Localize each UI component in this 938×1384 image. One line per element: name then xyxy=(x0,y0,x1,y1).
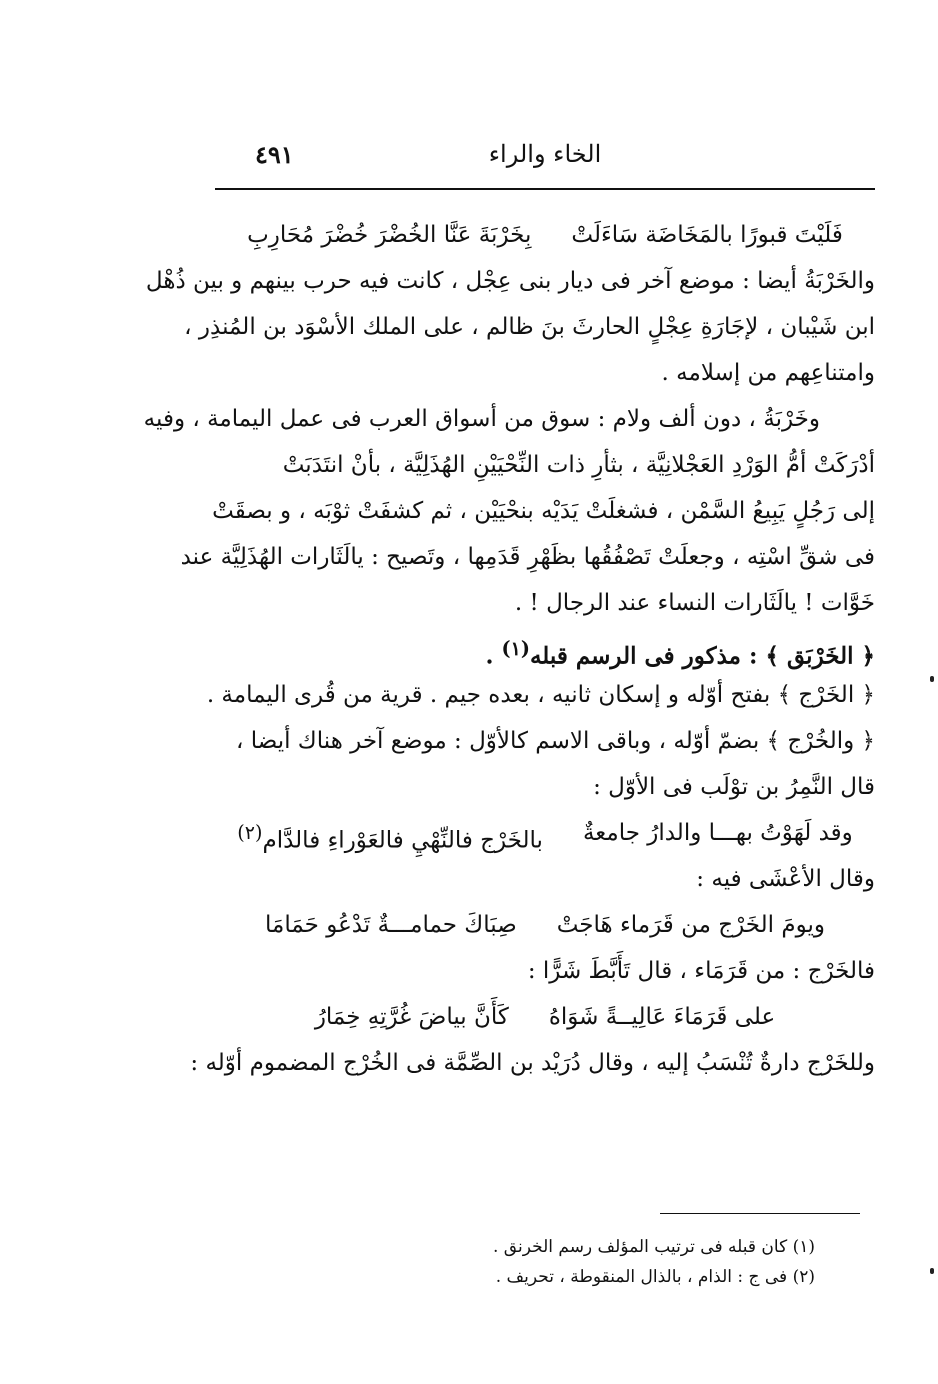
entry-kharbaq-text: ﴿ الخَرْبَق ﴾ : مذكور فى الرسم قبله xyxy=(529,642,875,670)
footnote-1: (١) كان قبله فى ترتيب المؤلف رسم الخرنق . xyxy=(493,1237,815,1257)
footnote-ref-2: (٢) xyxy=(237,821,263,844)
footnote-ref-1: (١) xyxy=(501,637,530,660)
text-line: خَوَّات ! يالَثَارات النساء عند الرجال ! . xyxy=(514,590,875,616)
header-rule xyxy=(215,188,875,190)
verse-4-first-hemistich: على قَرَمَاءَ عَالِيــةً شَوَاهُ xyxy=(548,1004,776,1030)
text-line: أدْرَكَتْ أمُّ الوَرْدِ العَجْلانِيَّة ، بثأرِ ذات النِّحْيَيْنِ الهُذَلِيَّة ، بأنْ انتَدَبَتْ xyxy=(282,452,875,478)
verse-2-first-hemistich: وقد لَهَوْتُ بهـــا والدارُ جامعةٌ xyxy=(582,820,853,846)
main-text xyxy=(143,212,875,1202)
text-line: قال النَّمِرُ بن توْلَب فى الأوّل : xyxy=(593,774,875,800)
text-line: والخَرْبَةُ أيضا : موضع آخر فى ديار بنى عِجْل ، كانت فيه حرب بينهم و بين ذُهْل xyxy=(145,268,875,294)
scan-speck xyxy=(930,676,934,682)
verse-4-second-hemistich: كَأَنَّ بياضَ غُرَّتِهِ خِمَارُ xyxy=(314,1004,509,1030)
page-number: ٤٩١ xyxy=(255,140,294,169)
verse-2 xyxy=(215,810,875,856)
verse-2-second-hemistich-wrap xyxy=(237,810,543,856)
text-line: إلى رَجُلٍ يَبِيعُ السَّمْن ، فشغلَتْ يَدَيْه بنحْيَيْن ، ثم كشفَتْ ثوْبَه ، و بصقَتْ xyxy=(212,498,875,524)
verse-1 xyxy=(215,212,875,258)
verse-3-first-hemistich: ويومَ الخَرْج من قَرَماء هَاجَتْ xyxy=(556,912,825,938)
entry-kharbaq: ﴿ الخَرْبَق ﴾ : مذكور فى الرسم قبله$^{(١)}$ . xyxy=(485,637,875,670)
footnote-2: (٢) فى ج : الذام ، بالذال المنقوطة ، تحريف . xyxy=(495,1267,815,1287)
footnote-rule xyxy=(660,1213,860,1214)
page-header xyxy=(215,140,875,180)
text-line: وامتناعِهم من إسلامه . xyxy=(661,360,875,386)
entry-kharj: ﴿ الخَرْج ﴾ بفتح أوّله و إسكان ثانيه ، بعده جيم . قرية من قُرى اليمامة . xyxy=(206,682,875,708)
verse-1-first-hemistich: فَلَيْتَ قبورًا بالمَخَاضَة سَاءَلَتْ xyxy=(571,222,843,248)
scan-speck xyxy=(930,1268,934,1274)
verse-1-second-hemistich: بِخَرْبَةَ عَنَّا الخُضْرَ خُضْرَ مُحَارِبِ xyxy=(247,222,532,248)
verse-3 xyxy=(215,902,875,948)
running-title: الخاء والراء xyxy=(488,140,602,168)
verse-3-second-hemistich: صِبَاكَ حمامـــةٌ تَدْعُو حَمَامَا xyxy=(265,912,517,938)
text-line: وخَرْبَةُ ، دون ألف ولام : سوق من أسواق العرب فى عمل اليمامة ، وفيه xyxy=(143,406,820,432)
text-line: وقال الأعْشَى فيه : xyxy=(696,866,875,892)
text-line: فالخَرْج : من قَرَمَاء ، قال تَأَبَّطَ شَرًّا : xyxy=(527,958,875,984)
verse-2-second-hemistich: بالخَرْج فالنِّهْيِ فالعَوْراءِ فالدَّام xyxy=(262,827,543,854)
footnotes xyxy=(215,1232,815,1292)
verse-4 xyxy=(215,994,875,1040)
text-line: ابن شَيْبان ، لإجَارَةِ عِجْلٍ الحارثَ بنَ ظالم ، على الملك الأسْوَد بن المُنذِر ، xyxy=(184,314,875,340)
entry-khurj: ﴿ والخُرْج ﴾ بضمّ أوّله ، وباقى الاسم كالأوّل : موضع آخر هناك أيضا ، xyxy=(236,728,875,754)
text-line: فى شقِّ اسْتِه ، وجعلَتْ تَصْفُقُها بظَهْرِ قَدَمِها ، وتَصيح : يالَثَارات الهُذَلِيَّة عند xyxy=(180,544,875,570)
text-line: وللخَرْج دارةٌ تُنْسَبُ إليه ، وقال دُرَيْد بن الصِّمَّة فى الخُرْج المضموم أوّله : xyxy=(190,1050,875,1076)
